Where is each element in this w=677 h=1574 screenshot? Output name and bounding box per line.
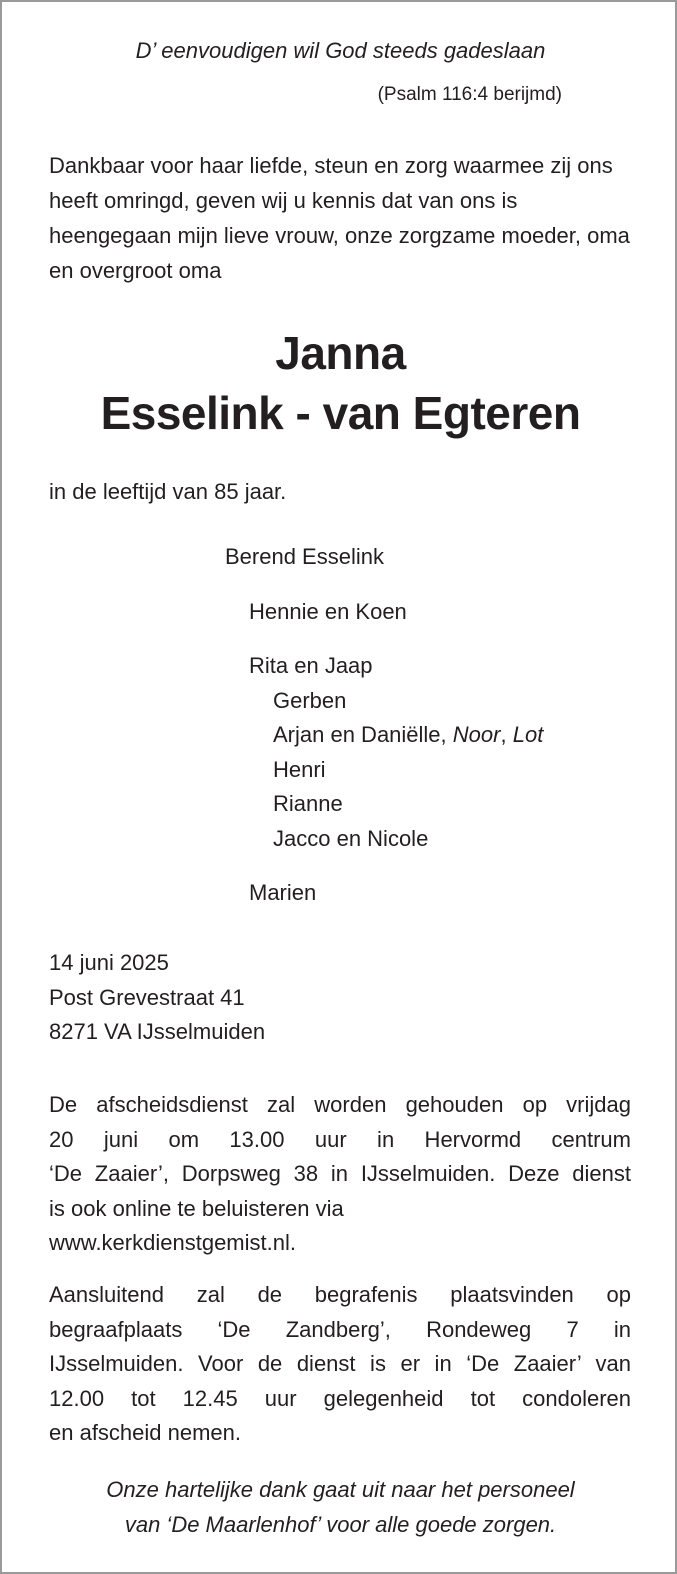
service-line: is ook online te beluisteren via — [49, 1195, 344, 1221]
service-line: ‘De Zaaier’, Dorpsweg 38 in IJsselmuiden. Deze dienst — [49, 1161, 631, 1186]
intro-text: Dankbaar voor haar liefde, steun en zorg waarmee zij ons heeft omringd, geven wij u kennis dat van ons is heengegaan mijn lieve vrouw, onze zorgzame moeder, oma en overgroot oma — [49, 153, 630, 283]
family-grandchild: Jacco en Nicole — [273, 826, 429, 851]
death-date: 14 juni 2025 — [49, 950, 169, 975]
family-child: Hennie en Koen — [249, 599, 407, 624]
thanks-note — [2, 1472, 677, 1542]
burial-line: IJsselmuiden. Voor de dienst is er in ‘De Zaaier’ van — [49, 1351, 631, 1376]
deceased-full-name: Esselink - van Egteren — [100, 387, 581, 439]
burial-line: 12.00 tot 12.45 uur gelegenheid tot condoleren — [49, 1385, 631, 1411]
burial-line: Aansluitend zal de begrafenis plaatsvinden op — [49, 1282, 631, 1307]
motto-line: D’ eenvoudigen wil God steeds gadeslaan — [135, 38, 546, 63]
thanks-line: Onze hartelijke dank gaat uit naar het personeel — [106, 1477, 575, 1502]
service-line: De afscheidsdienst zal worden gehouden op vrijdag — [49, 1092, 631, 1117]
age-line: in de leeftijd van 85 jaar. — [49, 479, 287, 504]
motto-source: (Psalm 116:4 berijmd) — [377, 84, 562, 105]
service-paragraph — [49, 1088, 631, 1261]
service-website: www.kerkdienstgemist.nl. — [49, 1230, 296, 1255]
burial-paragraph — [49, 1278, 631, 1451]
family-grandchild: Henri — [273, 757, 326, 782]
address-city: 8271 VA IJsselmuiden — [49, 1019, 266, 1044]
family-grandchild — [273, 722, 543, 748]
burial-line: begraafplaats ‘De Zandberg’, Rondeweg 7 in — [49, 1316, 631, 1342]
name-separator: , — [500, 722, 507, 747]
thanks-line: van ‘De Maarlenhof’ voor alle goede zorgen. — [124, 1512, 557, 1537]
great-grandchild-name: Lot — [512, 722, 544, 747]
family-grandchild: Rianne — [273, 791, 343, 816]
family-child: Rita en Jaap — [249, 653, 373, 678]
great-grandchild-name: Noor — [452, 722, 501, 747]
family-grandchild: Gerben — [273, 688, 347, 713]
grandchild-names: Arjan en Daniëlle, — [273, 722, 447, 747]
burial-line: en afscheid nemen. — [49, 1420, 242, 1445]
deceased-first-name: Janna — [275, 327, 406, 379]
address-street: Post Grevestraat 41 — [49, 985, 245, 1010]
family-husband: Berend Esselink — [225, 544, 384, 569]
service-line: 20 juni om 13.00 uur in Hervormd centrum — [49, 1126, 631, 1152]
family-child: Marien — [249, 880, 317, 905]
